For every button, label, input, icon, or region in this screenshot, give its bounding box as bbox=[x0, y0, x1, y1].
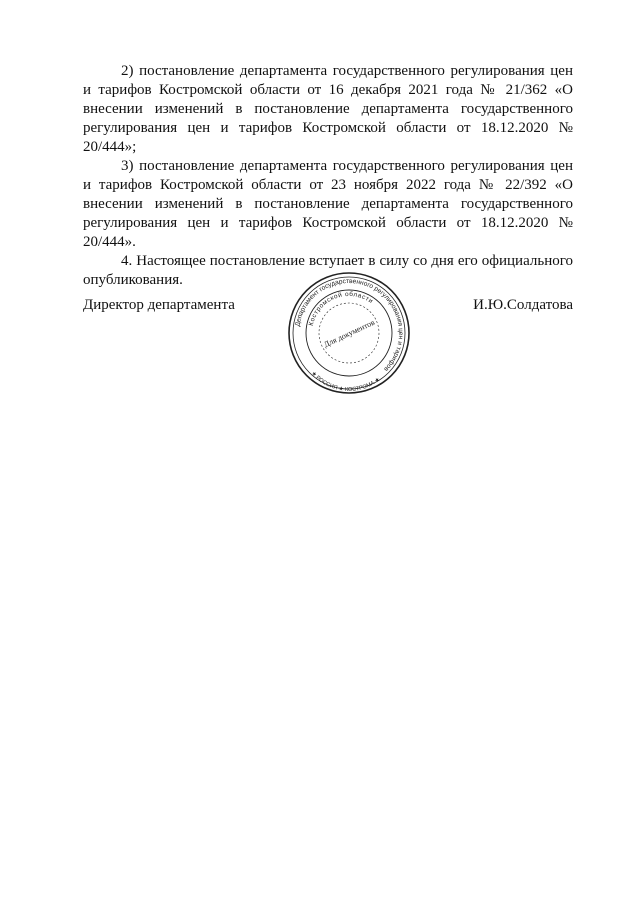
paragraph-item-3: 3) постановление департамента государственного регулирования цен и тарифов Костромской области от 23 ноября 2022 года № 22/392 «О внесении изменений в постановление департамента государственного регулирования цен и тарифов Костромской области от 18.12.2020 № 20/444». bbox=[83, 158, 573, 250]
paragraph-item-4: 4. Настоящее постановление вступает в силу со дня его официального опубликования. bbox=[83, 253, 573, 288]
document-body bbox=[83, 62, 573, 290]
seal-center-text: Для документов bbox=[322, 317, 377, 350]
paragraph-item-2: 2) постановление департамента государственного регулирования цен и тарифов Костромской области от 16 декабря 2021 года № 21/362 «О внесении изменений в постановление департамента государственного регулирования цен и тарифов Костромской области от 18.12.2020 № 20/444»; bbox=[83, 63, 573, 155]
signatory-name: И.Ю.Солдатова bbox=[473, 297, 573, 313]
seal-outer-text: Департамент государственного регулирования цен и тарифов bbox=[294, 277, 405, 373]
official-seal-icon bbox=[286, 270, 412, 396]
official-seal bbox=[286, 270, 412, 396]
signatory-position: Директор департамента bbox=[83, 297, 235, 313]
seal-inner-text: Костромской области bbox=[307, 290, 375, 327]
seal-bottom-text: ★ РОССИЯ ★ КОСТРОМА ★ bbox=[309, 370, 382, 394]
